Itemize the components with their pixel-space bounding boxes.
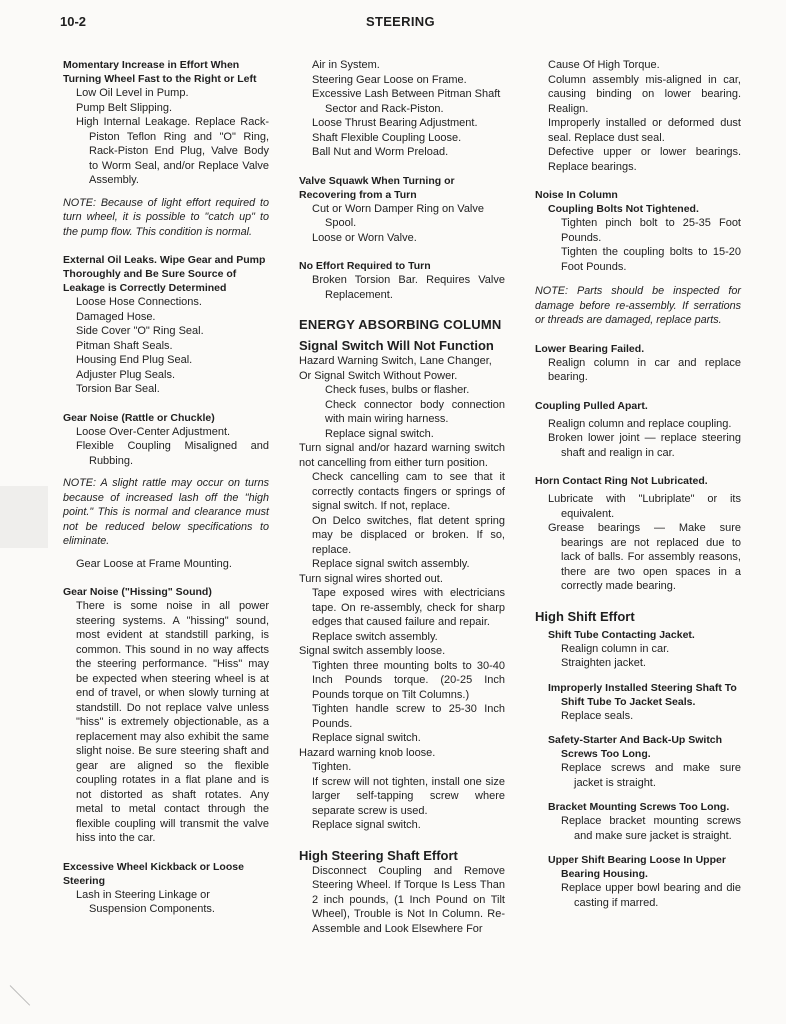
heading-excessive-kickback: Excessive Wheel Kickback or Loose Steering [63, 860, 244, 887]
heading-external-oil-leaks: External Oil Leaks. Wipe Gear and Pump Thoroughly and Be Sure Source of Leakage is Correctly Determined [63, 254, 266, 294]
list-item: Replace switch assembly. [312, 630, 438, 643]
list-item: Broken Torsion Bar. Requires Valve Replacement. [312, 274, 505, 301]
heading-lower-bearing: Lower Bearing Failed. [535, 342, 645, 355]
list-item: Tighten pinch bolt to 25-35 Foot Pounds. [561, 217, 741, 244]
cause-line: Hazard warning knob loose. [299, 746, 436, 759]
list-item: Replace signal switch. [325, 427, 434, 440]
list-item: Realign column in car and replace bearing. [548, 356, 741, 383]
page-mark [10, 985, 31, 1006]
cause-line: Turn signal and/or hazard warning switch not cancelling from either turn position. [299, 442, 505, 469]
heading-gear-noise-rattle: Gear Noise (Rattle or Chuckle) [63, 411, 215, 424]
list-item: Check fuses, bulbs or flasher. [325, 384, 470, 396]
cause-line: Turn signal wires shorted out. [299, 572, 443, 585]
list-item: Loose Over-Center Adjustment. [76, 425, 231, 438]
list-item: Lash in Steering Linkage or Suspension Components. [76, 888, 215, 915]
column-1 [63, 58, 269, 917]
heading-momentary-increase: Momentary Increase in Effort When Turning Wheel Fast to the Right or Left [63, 59, 257, 85]
subheading: Bracket Mounting Screws Too Long. [548, 801, 730, 813]
list-item: Gear Loose at Frame Mounting. [76, 557, 232, 570]
list-item: Low Oil Level in Pump. [76, 87, 189, 99]
list-item: Excessive Lash Between Pitman Shaft Sector and Rack-Piston. [312, 88, 501, 115]
note: NOTE: Because of light effort required to turn wheel, it is possible to "catch up" to the pump flow. This condition is normal. [63, 196, 269, 238]
page-title: STEERING [366, 14, 435, 29]
heading-valve-squawk: Valve Squawk When Turning or Recovering from a Turn [299, 174, 455, 201]
subsection-high-shift-effort: High Shift Effort [535, 608, 635, 624]
list-item: Steering Gear Loose on Frame. [312, 73, 467, 86]
list-item: Tighten. [312, 761, 352, 773]
list-item: Adjuster Plug Seals. [76, 368, 176, 381]
page-edge-tab [0, 486, 48, 548]
list-item: Check connector body connection with main wiring harness. [325, 398, 505, 425]
subheading: Shift Tube Contacting Jacket. [548, 628, 695, 641]
subsection-signal-switch: Signal Switch Will Not Function [299, 338, 494, 353]
list-item: Pump Belt Slipping. [76, 101, 172, 114]
text-line: Hazard Warning Switch, Lane Changer, [299, 355, 492, 367]
subheading: Safety-Starter And Back-Up Switch Screws Too Long. [548, 734, 723, 760]
list-item: Replace screws and make sure jacket is straight. [561, 762, 741, 789]
list-item: Torsion Bar Seal. [76, 383, 160, 395]
list-item: Check cancelling cam to see that it correctly contacts fingers or springs of signal switch. If not, replace. [312, 471, 505, 512]
list-item: Column assembly mis-aligned in car, causing binding on lower bearing. Realign. [548, 73, 741, 115]
list-item: Pitman Shaft Seals. [76, 339, 173, 352]
list-item: Ball Nut and Worm Preload. [312, 146, 449, 158]
list-item: If screw will not tighten, install one size larger self-tapping screw where separate screw is used. [312, 775, 505, 817]
list-item: Loose or Worn Valve. [312, 231, 417, 244]
heading-noise-in-column: Noise In Column [535, 189, 618, 201]
heading-gear-noise-hissing: Gear Noise ("Hissing" Sound) [63, 586, 212, 598]
list-item: Lubricate with "Lubriplate" or its equivalent. [548, 493, 741, 520]
list-item: Replace signal switch. [312, 819, 421, 831]
list-item: Realign column in car. [561, 642, 670, 655]
note: NOTE: A slight rattle may occur on turns because of increased lash off the "high point." This is normal and clearance must not be reduced below specifications to eliminate. [63, 477, 269, 547]
list-item: Replace signal switch. [312, 732, 421, 744]
list-item: Loose Thrust Bearing Adjustment. [312, 117, 478, 129]
page-number: 10-2 [60, 14, 87, 29]
paragraph: There is some noise in all power steering systems. A "hissing" sound, most evident at standstill parking, is common. This sound in no way affects the steering performance. "Hiss" may be expected when steering wheel is at end of travel, or when slowly turning at standstill. Do not replace valve unless "hiss" is extremely objectionable, as a replacement may also exhibit the same slight noise. Be sure steering shaft and gear are aligned so the flexible coupling rotates in a flat plane and is not distorted as shaft rotates. Any metal to metal contact through the flexible coupling will transmit the valve hiss into the car. [76, 600, 269, 844]
list-item: Replace bracket mounting screws and make sure jacket is straight. [561, 815, 741, 842]
text-line: Or Signal Switch Without Power. [299, 369, 458, 382]
cause-line: Signal switch assembly loose. [299, 645, 446, 657]
note: NOTE: Parts should be inspected for damage before re-assembly. If serrations or threads are damaged, replace parts. [535, 285, 741, 326]
list-item: Housing End Plug Seal. [76, 354, 193, 366]
list-item: Replace upper bowl bearing and die casting if marred. [561, 882, 741, 909]
list-item: Side Cover "O" Ring Seal. [76, 325, 204, 337]
list-item: Broken lower joint — replace steering shaft and realign in car. [548, 432, 741, 459]
column-3 [535, 58, 741, 910]
list-item: Grease bearings — Make sure bearings are not replaced due to lack of balls. For assembly reasons, there are two open spaces in a correctly made bearing. [548, 522, 741, 592]
list-item: High Internal Leakage. Replace Rack-Piston Teflon Ring and "O" Ring, Rack-Piston End Plug, Valve Body to Worm Seal, and/or Replace Valve Assembly. [76, 116, 269, 186]
heading-no-effort: No Effort Required to Turn [299, 260, 431, 272]
list-item: Realign column and replace coupling. [548, 417, 732, 430]
subheading: Upper Shift Bearing Loose In Upper Bearing Housing. [548, 854, 726, 880]
list-item: Tape exposed wires with electricians tape. On re-assembly, check for sharp edges that caused failure and repair. [312, 587, 505, 628]
list-item: Tighten three mounting bolts to 30-40 Inch Pounds torque. (20-25 Inch Pounds torque on Tilt Columns.) [312, 659, 505, 701]
heading-coupling-pulled: Coupling Pulled Apart. [535, 399, 648, 412]
subheading: Improperly Installed Steering Shaft To Shift Tube To Jacket Seals. [548, 681, 737, 708]
list-item: Tighten handle screw to 25-30 Inch Pounds. [312, 703, 505, 730]
subsection-high-steering-effort: High Steering Shaft Effort [299, 847, 458, 863]
list-item: Cause Of High Torque. [548, 59, 660, 71]
heading-horn-contact: Horn Contact Ring Not Lubricated. [535, 475, 708, 487]
list-item: Damaged Hose. [76, 310, 156, 323]
list-item: Tighten the coupling bolts to 15-20 Foot Pounds. [561, 246, 741, 273]
list-item: Replace seals. [561, 709, 634, 722]
list-item: Improperly installed or deformed dust seal. Replace dust seal. [548, 117, 741, 144]
list-item: Flexible Coupling Misaligned and Rubbing. [76, 440, 269, 467]
list-item: Straighten jacket. [561, 657, 646, 669]
list-item: Air in System. [312, 59, 380, 71]
list-item: Shaft Flexible Coupling Loose. [312, 131, 462, 144]
section-heading: ENERGY ABSORBING COLUMN [299, 317, 502, 332]
paragraph: Disconnect Coupling and Remove Steering Wheel. If Torque Is Less Than 2 inch pounds, (1 Inch Pound on Tilt Wheel), Trouble is Not In Column. Re-Assemble and Look Elsewhere For [312, 864, 505, 935]
list-item: On Delco switches, flat detent spring may be displaced or broken. If so, replace. [312, 514, 505, 556]
list-item: Replace signal switch assembly. [312, 558, 470, 570]
column-2 [299, 58, 505, 936]
list-item: Cut or Worn Damper Ring on Valve Spool. [312, 202, 484, 229]
list-item: Loose Hose Connections. [76, 296, 202, 308]
subheading: Coupling Bolts Not Tightened. [548, 203, 699, 215]
list-item: Defective upper or lower bearings. Replace bearings. [548, 146, 741, 173]
